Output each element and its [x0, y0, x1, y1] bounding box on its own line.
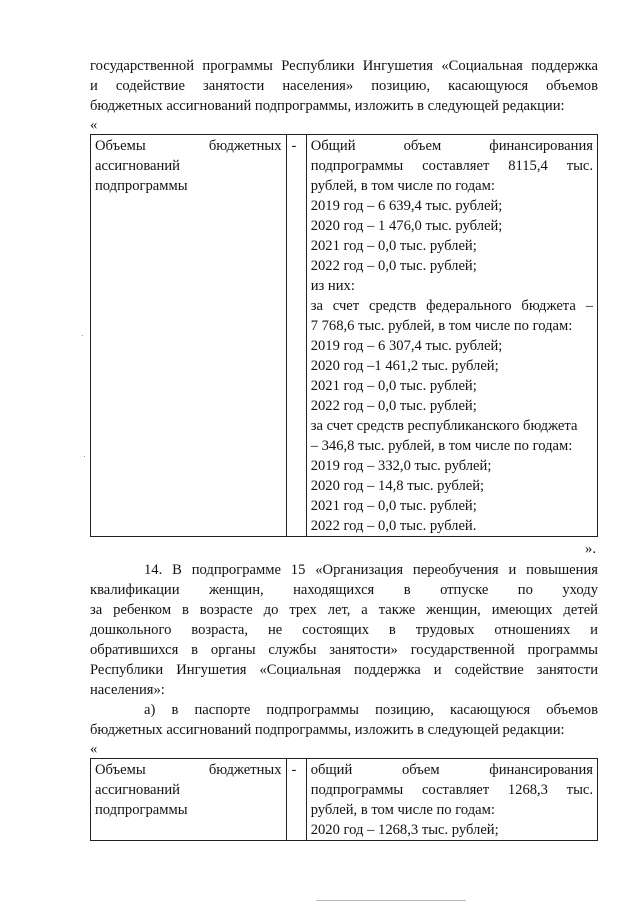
value-line: 2022 год – 0,0 тыс. рублей; — [310, 398, 477, 414]
value-line: 2021 год – 0,0 тыс. рублей; — [310, 238, 477, 254]
section-line: за ребенком в возрасте до трех лет, а также женщин, имеющих детей — [90, 602, 598, 618]
value-line: 2019 год – 6 307,4 тыс. рублей; — [310, 338, 503, 354]
label-line: ассигнований — [95, 782, 180, 798]
value-line: подпрограммы составляет 1268,3 тыс. — [310, 782, 593, 798]
section-line: квалификации женщин, находящихся в отпуске по уходу — [90, 582, 598, 598]
value-line: 2020 год – 14,8 тыс. рублей; — [310, 478, 485, 494]
scan-speck — [84, 456, 85, 457]
dash-cell: - — [286, 759, 306, 841]
value-cell — [306, 759, 597, 841]
open-quote: « — [90, 741, 98, 757]
value-line: 7 768,6 тыс. рублей, в том числе по годам: — [310, 318, 573, 334]
section-14-paragraph — [90, 560, 598, 700]
budget-table-1 — [90, 134, 598, 537]
label-line: ассигнований — [95, 158, 180, 174]
value-line: рублей, в том числе по годам: — [310, 178, 495, 194]
value-line: Общий объем финансирования — [310, 138, 593, 154]
scan-edge-line — [316, 900, 466, 901]
intro-line: государственной программы Республики Ингушетия «Социальная поддержка — [90, 58, 598, 74]
table-row — [91, 759, 598, 841]
value-line: подпрограммы составляет 8115,4 тыс. — [310, 158, 593, 174]
open-quote: « — [90, 117, 98, 133]
value-line: из них: — [310, 278, 355, 294]
label-line: Объемы бюджетных — [95, 138, 282, 154]
label-line: подпрограммы — [95, 178, 188, 194]
value-line: 2020 год – 1 476,0 тыс. рублей; — [310, 218, 503, 234]
item-a-paragraph — [90, 700, 598, 758]
scan-speck — [82, 335, 83, 336]
section-line: 14. В подпрограмме 15 «Организация переобучения и повышения — [144, 562, 598, 578]
value-line: – 346,8 тыс. рублей, в том числе по годам: — [310, 438, 573, 454]
value-line: 2022 год – 0,0 тыс. рублей; — [310, 258, 477, 274]
label-line: Объемы бюджетных — [95, 762, 282, 778]
section-line: Республики Ингушетия «Социальная поддержка и содействие занятости — [90, 662, 598, 678]
budget-table-2 — [90, 758, 598, 841]
close-quote: ». — [585, 541, 596, 557]
value-line: общий объем финансирования — [310, 762, 593, 778]
value-line: рублей, в том числе по годам: — [310, 802, 495, 818]
value-line: 2019 год – 6 639,4 тыс. рублей; — [310, 198, 503, 214]
label-cell — [91, 759, 287, 841]
label-line: подпрограммы — [95, 802, 188, 818]
value-line: за счет средств республиканского бюджета — [310, 418, 578, 434]
intro-line: и содействие занятости населения» позицию, касающуюся объемов — [90, 78, 598, 94]
value-line: 2020 год –1 461,2 тыс. рублей; — [310, 358, 499, 374]
value-line: 2021 год – 0,0 тыс. рублей; — [310, 378, 477, 394]
dash-cell: - — [286, 135, 306, 537]
value-cell — [306, 135, 597, 537]
value-line: 2020 год – 1268,3 тыс. рублей; — [310, 822, 499, 838]
value-line: за счет средств федерального бюджета – — [310, 298, 593, 314]
value-line: 2021 год – 0,0 тыс. рублей; — [310, 498, 477, 514]
item-a-line: бюджетных ассигнований подпрограммы, изложить в следующей редакции: — [90, 722, 565, 738]
section-line: обратившихся в органы службы занятости» государственной программы — [90, 642, 598, 658]
value-line: 2019 год – 332,0 тыс. рублей; — [310, 458, 492, 474]
item-a-line: а) в паспорте подпрограммы позицию, касающуюся объемов — [144, 702, 598, 718]
section-line: дошкольного возраста, не состоящих в трудовых отношениях и — [90, 622, 598, 638]
intro-paragraph — [90, 56, 598, 134]
label-cell — [91, 135, 287, 537]
table-row — [91, 135, 598, 537]
value-line: 2022 год – 0,0 тыс. рублей. — [310, 518, 477, 534]
section-line: населения»: — [90, 682, 165, 698]
intro-line: бюджетных ассигнований подпрограммы, изложить в следующей редакции: — [90, 98, 565, 114]
document-page — [90, 56, 598, 841]
